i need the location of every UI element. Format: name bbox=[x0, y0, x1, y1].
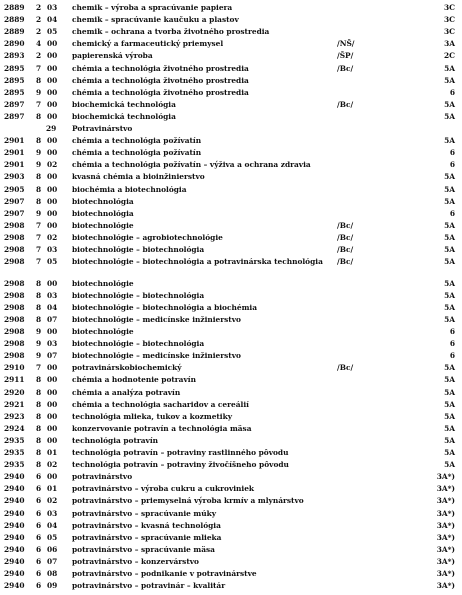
note-cell: /Bc/ bbox=[337, 232, 354, 242]
field-name-cell: biotechnológie – biotechnológia a potravinárska technológia bbox=[72, 257, 323, 267]
level-cell: 9 bbox=[36, 160, 42, 170]
subcode-cell: 01 bbox=[47, 448, 58, 457]
level-cell: 9 bbox=[36, 339, 42, 349]
level-cell: 9 bbox=[36, 208, 42, 218]
field-name-cell: biotechnológie – biotechnológia bbox=[72, 290, 205, 300]
code-cell: 2908 bbox=[4, 351, 25, 361]
subcode-cell: 00 bbox=[47, 63, 58, 73]
code-row bbox=[0, 147, 462, 159]
field-name-cell: biochémia a biotechnológia bbox=[72, 184, 187, 194]
field-name-cell: biochemická technológia bbox=[72, 99, 176, 109]
note-cell: /Bc/ bbox=[337, 363, 354, 373]
code-cell: 2903 bbox=[4, 172, 25, 182]
subcode-cell: 00 bbox=[47, 111, 58, 121]
subcode-cell: 00 bbox=[47, 136, 58, 146]
grade-cell: 6 bbox=[449, 327, 455, 336]
field-name-cell: technológia potravín – potraviny rastlinného pôvodu bbox=[72, 448, 289, 457]
field-name-cell: technológia potravín bbox=[72, 435, 159, 445]
subcode-cell: 00 bbox=[47, 278, 58, 288]
grade-cell: 5A bbox=[444, 245, 455, 254]
level-cell: 2 bbox=[36, 27, 42, 37]
level-cell: 9 bbox=[36, 351, 42, 361]
grade-cell: 5A bbox=[444, 399, 455, 409]
subcode-cell: 00 bbox=[47, 472, 58, 482]
code-row bbox=[0, 87, 462, 99]
grade-cell: 6 bbox=[449, 339, 455, 349]
field-name-cell: potravinárstvo – spracúvanie múky bbox=[72, 508, 217, 518]
subcode-cell: 00 bbox=[47, 51, 58, 61]
level-cell: 6 bbox=[36, 569, 42, 578]
code-cell: 2908 bbox=[4, 232, 25, 242]
subcode-cell: 04 bbox=[47, 302, 58, 312]
subcode-cell: 00 bbox=[47, 399, 58, 409]
grade-cell: 5A bbox=[444, 63, 455, 73]
field-name-cell: chemik – výroba a spracúvanie papiera bbox=[72, 3, 233, 12]
subcode-cell: 04 bbox=[47, 15, 58, 25]
subcode-cell: 00 bbox=[47, 148, 58, 158]
code-row bbox=[0, 399, 462, 411]
note-cell: /ŠP/ bbox=[337, 51, 354, 61]
level-cell: 8 bbox=[36, 184, 42, 194]
code-row bbox=[0, 26, 462, 38]
code-cell: 2893 bbox=[4, 51, 25, 61]
grade-cell: 5A bbox=[444, 375, 455, 385]
code-cell: 2907 bbox=[4, 196, 25, 206]
field-name-cell: chemický a farmaceutický priemysel bbox=[72, 39, 224, 49]
level-cell: 7 bbox=[36, 63, 42, 73]
grade-cell: 3A*) bbox=[436, 508, 455, 518]
code-row bbox=[0, 302, 462, 314]
field-name-cell: biochemická technológia bbox=[72, 111, 176, 121]
level-cell: 7 bbox=[36, 220, 42, 230]
grade-cell: 3C bbox=[443, 3, 455, 12]
code-cell: 2935 bbox=[4, 435, 25, 445]
grade-cell: 5A bbox=[444, 75, 455, 85]
code-cell: 2907 bbox=[4, 208, 25, 218]
grade-cell: 3C bbox=[443, 15, 455, 25]
subcode-cell: 02 bbox=[47, 460, 58, 470]
field-name-cell: chemik – ochrana a tvorba životného prostredia bbox=[72, 27, 270, 37]
field-name-cell: chémia a hodnotenie potravín bbox=[72, 375, 196, 385]
field-name-cell: chémia a technológia požívatín bbox=[72, 148, 202, 158]
section-title: Potravinárstvo bbox=[72, 124, 133, 133]
level-cell: 8 bbox=[36, 278, 42, 288]
code-row bbox=[0, 483, 462, 495]
field-name-cell: biotechnológie bbox=[72, 278, 134, 288]
field-name-cell: biotechnológie – medicínske inžinierstvo bbox=[72, 351, 241, 361]
grade-cell: 5A bbox=[444, 257, 455, 267]
grade-cell: 3A*) bbox=[436, 472, 455, 482]
code-cell: 2923 bbox=[4, 411, 25, 421]
field-name-cell: potravinárstvo – výroba cukru a cukroviniek bbox=[72, 484, 255, 494]
code-cell: 2908 bbox=[4, 314, 25, 324]
grade-cell: 3A*) bbox=[436, 532, 455, 542]
field-name-cell: kvasná chémia a bioinžinierstvo bbox=[72, 172, 205, 182]
level-cell: 7 bbox=[36, 257, 42, 267]
code-cell: 2921 bbox=[4, 399, 25, 409]
field-name-cell: biotechnológia bbox=[72, 196, 134, 206]
grade-cell: 6 bbox=[449, 87, 455, 97]
code-cell: 2901 bbox=[4, 160, 25, 170]
grade-cell: 5A bbox=[444, 136, 455, 146]
field-name-cell: potravinárstvo – podnikanie v potravinárstve bbox=[72, 569, 257, 578]
subcode-cell: 03 bbox=[47, 245, 58, 254]
subcode-cell: 00 bbox=[47, 99, 58, 109]
code-cell: 2897 bbox=[4, 99, 25, 109]
grade-cell: 5A bbox=[444, 460, 455, 470]
field-name-cell: chémia a technológia požívatín bbox=[72, 136, 202, 146]
code-cell: 2911 bbox=[4, 375, 25, 385]
grade-cell: 6 bbox=[449, 160, 455, 170]
grade-cell: 3A*) bbox=[436, 496, 455, 506]
field-name-cell: technológia mlieka, tukov a kozmetiky bbox=[72, 411, 233, 421]
grade-cell: 5A bbox=[444, 363, 455, 373]
field-name-cell: biotechnológia bbox=[72, 208, 134, 218]
field-name-cell: chémia a technológia životného prostredia bbox=[72, 63, 249, 73]
subcode-cell: 07 bbox=[47, 351, 58, 361]
level-cell: 6 bbox=[36, 544, 42, 554]
code-row bbox=[0, 135, 462, 147]
grade-cell: 3A*) bbox=[436, 569, 455, 578]
subcode-cell: 00 bbox=[47, 75, 58, 85]
code-row bbox=[0, 159, 462, 171]
code-row bbox=[0, 520, 462, 532]
subcode-cell: 05 bbox=[47, 257, 58, 267]
code-cell: 2901 bbox=[4, 136, 25, 146]
field-name-cell: chémia a technológia požívatín – výživa a ochrana zdravia bbox=[72, 160, 311, 170]
subcode-cell: 03 bbox=[47, 3, 58, 12]
subcode-cell: 07 bbox=[47, 556, 58, 566]
code-row bbox=[0, 232, 462, 244]
field-name-cell: biotechnológie bbox=[72, 327, 134, 336]
code-cell: 2901 bbox=[4, 148, 25, 158]
level-cell: 8 bbox=[36, 136, 42, 146]
field-name-cell: potravinárstvo – potravinár – kvalitár bbox=[72, 581, 226, 591]
code-row bbox=[0, 256, 462, 278]
level-cell: 7 bbox=[36, 232, 42, 242]
code-cell: 2940 bbox=[4, 496, 25, 506]
subcode-cell: 00 bbox=[47, 172, 58, 182]
grade-cell: 6 bbox=[449, 148, 455, 158]
field-name-cell: potravinárstvo – spracúvanie mlieka bbox=[72, 532, 222, 542]
grade-cell: 5A bbox=[444, 184, 455, 194]
code-row bbox=[0, 350, 462, 362]
grade-cell: 3C bbox=[443, 27, 455, 37]
code-cell: 2897 bbox=[4, 111, 25, 121]
grade-cell: 5A bbox=[444, 448, 455, 457]
grade-cell: 5A bbox=[444, 435, 455, 445]
code-cell: 2889 bbox=[4, 3, 25, 12]
level-cell: 8 bbox=[36, 290, 42, 300]
code-row bbox=[0, 278, 462, 290]
code-cell: 2908 bbox=[4, 257, 25, 267]
subcode-cell: 00 bbox=[47, 196, 58, 206]
field-name-cell: chémia a technológia životného prostredia bbox=[72, 87, 249, 97]
note-cell: /Bc/ bbox=[337, 245, 354, 254]
code-cell: 2940 bbox=[4, 508, 25, 518]
field-name-cell: potravinárstvo – kvasná technológia bbox=[72, 520, 221, 530]
grade-cell: 5A bbox=[444, 278, 455, 288]
code-row bbox=[0, 447, 462, 459]
code-row bbox=[0, 196, 462, 208]
code-cell: 2908 bbox=[4, 245, 25, 254]
code-cell: 2908 bbox=[4, 339, 25, 349]
subcode-cell: 00 bbox=[47, 375, 58, 385]
code-row bbox=[0, 556, 462, 568]
subcode-cell: 04 bbox=[47, 520, 58, 530]
subcode-cell: 06 bbox=[47, 544, 58, 554]
code-cell: 2940 bbox=[4, 520, 25, 530]
level-cell: 8 bbox=[36, 314, 42, 324]
code-cell: 2940 bbox=[4, 556, 25, 566]
code-cell: 2935 bbox=[4, 460, 25, 470]
level-cell: 8 bbox=[36, 411, 42, 421]
grade-cell: 3A*) bbox=[436, 581, 455, 591]
code-cell: 2940 bbox=[4, 569, 25, 578]
subcode-cell: 00 bbox=[47, 184, 58, 194]
subcode-cell: 00 bbox=[47, 435, 58, 445]
field-name-cell: potravinárstvo – konzervárstvo bbox=[72, 556, 199, 566]
level-cell: 8 bbox=[36, 111, 42, 121]
field-name-cell: biotechnológie – biotechnológia bbox=[72, 339, 205, 349]
level-cell: 8 bbox=[36, 387, 42, 397]
grade-cell: 5A bbox=[444, 423, 455, 433]
field-name-cell: potravinárstvo – priemyselná výroba krmív a mlynárstvo bbox=[72, 496, 304, 506]
code-row bbox=[0, 374, 462, 386]
subcode-cell: 00 bbox=[47, 208, 58, 218]
subcode-cell: 00 bbox=[47, 387, 58, 397]
grade-cell: 3A*) bbox=[436, 556, 455, 566]
subcode-cell: 00 bbox=[47, 327, 58, 336]
field-name-cell: biotechnológie – biotechnológia bbox=[72, 245, 205, 254]
note-cell: /Bc/ bbox=[337, 63, 354, 73]
code-cell: 2908 bbox=[4, 278, 25, 288]
code-row bbox=[0, 544, 462, 556]
field-name-cell: chémia a technológia sacharidov a cereálií bbox=[72, 399, 249, 409]
code-cell: 2940 bbox=[4, 532, 25, 542]
code-row bbox=[0, 75, 462, 87]
code-row bbox=[0, 495, 462, 507]
level-cell: 8 bbox=[36, 423, 42, 433]
level-cell: 8 bbox=[36, 75, 42, 85]
field-name-cell: potravinárstvo bbox=[72, 472, 133, 482]
level-cell: 8 bbox=[36, 435, 42, 445]
code-cell: 2908 bbox=[4, 327, 25, 336]
level-cell: 6 bbox=[36, 472, 42, 482]
level-cell: 2 bbox=[36, 15, 42, 25]
code-cell: 2889 bbox=[4, 15, 25, 25]
field-name-cell: biotechnológie – biotechnológia a biochémia bbox=[72, 302, 257, 312]
level-cell: 6 bbox=[36, 532, 42, 542]
code-cell: 2920 bbox=[4, 387, 25, 397]
grade-cell: 5A bbox=[444, 99, 455, 109]
note-cell: /Bc/ bbox=[337, 257, 354, 267]
level-cell: 8 bbox=[36, 302, 42, 312]
grade-cell: 6 bbox=[449, 208, 455, 218]
field-name-cell: chémia a analýza potravín bbox=[72, 387, 181, 397]
code-cell: 2940 bbox=[4, 581, 25, 591]
code-cell: 2940 bbox=[4, 544, 25, 554]
code-cell: 2895 bbox=[4, 75, 25, 85]
level-cell: 2 bbox=[36, 3, 42, 12]
code-cell: 2895 bbox=[4, 63, 25, 73]
level-cell: 8 bbox=[36, 399, 42, 409]
level-cell: 2 bbox=[36, 51, 42, 61]
grade-cell: 2C bbox=[443, 51, 455, 61]
field-name-cell: potravinárskobiochemický bbox=[72, 363, 182, 373]
code-cell: 2940 bbox=[4, 472, 25, 482]
subcode-cell: 03 bbox=[47, 508, 58, 518]
code-row bbox=[0, 220, 462, 232]
code-row bbox=[0, 411, 462, 423]
subcode-cell: 00 bbox=[47, 87, 58, 97]
code-row bbox=[0, 568, 462, 580]
code-row bbox=[0, 532, 462, 544]
code-row bbox=[0, 314, 462, 326]
code-row bbox=[0, 362, 462, 374]
code-row bbox=[0, 244, 462, 256]
code-row bbox=[0, 38, 462, 50]
note-cell: /Bc/ bbox=[337, 99, 354, 109]
code-row bbox=[0, 423, 462, 435]
subcode-cell: 00 bbox=[47, 423, 58, 433]
grade-cell: 3A bbox=[444, 39, 455, 49]
code-cell: 2908 bbox=[4, 220, 25, 230]
code-row bbox=[0, 99, 462, 111]
field-name-cell: chemik – spracúvanie kaučuku a plastov bbox=[72, 15, 239, 25]
level-cell: 6 bbox=[36, 520, 42, 530]
grade-cell: 5A bbox=[444, 387, 455, 397]
subcode-cell: 00 bbox=[47, 39, 58, 49]
field-name-cell: konzervovanie potravín a technológia mäsa bbox=[72, 423, 252, 433]
code-cell: 2910 bbox=[4, 363, 25, 373]
code-row bbox=[0, 290, 462, 302]
level-cell: 8 bbox=[36, 448, 42, 457]
code-cell: 2908 bbox=[4, 302, 25, 312]
code-cell: 2889 bbox=[4, 27, 25, 37]
level-cell: 8 bbox=[36, 172, 42, 182]
code-row bbox=[0, 471, 462, 483]
grade-cell: 3A*) bbox=[436, 544, 455, 554]
grade-cell: 5A bbox=[444, 290, 455, 300]
subcode-cell: 09 bbox=[47, 581, 58, 591]
code-row bbox=[0, 171, 462, 183]
code-cell: 2895 bbox=[4, 87, 25, 97]
level-cell: 7 bbox=[36, 245, 42, 254]
code-row bbox=[0, 326, 462, 338]
subcode-cell: 08 bbox=[47, 569, 58, 578]
level-cell: 7 bbox=[36, 99, 42, 109]
grade-cell: 5A bbox=[444, 314, 455, 324]
level-cell: 6 bbox=[36, 556, 42, 566]
code-cell: 2905 bbox=[4, 184, 25, 194]
level-cell: 4 bbox=[36, 39, 42, 49]
code-row bbox=[0, 459, 462, 471]
level-cell: 6 bbox=[36, 484, 42, 494]
code-row bbox=[0, 508, 462, 520]
field-name-cell: biotechnológie – agrobiotechnológie bbox=[72, 232, 223, 242]
code-row bbox=[0, 208, 462, 220]
field-name-cell: papierenská výroba bbox=[72, 51, 153, 61]
grade-cell: 5A bbox=[444, 111, 455, 121]
grade-cell: 5A bbox=[444, 172, 455, 182]
subcode-cell: 07 bbox=[47, 314, 58, 324]
level-cell: 7 bbox=[36, 363, 42, 373]
note-cell: /NŠ/ bbox=[337, 39, 355, 49]
code-row bbox=[0, 14, 462, 26]
code-row bbox=[0, 184, 462, 196]
subcode-cell: 01 bbox=[47, 484, 58, 494]
field-name-cell: potravinárstvo – spracúvanie mäsa bbox=[72, 544, 215, 554]
field-name-cell: chémia a technológia životného prostredia bbox=[72, 75, 249, 85]
subcode-cell: 00 bbox=[47, 363, 58, 373]
section-heading-row bbox=[0, 123, 462, 135]
grade-cell: 6 bbox=[449, 351, 455, 361]
subcode-cell: 00 bbox=[47, 220, 58, 230]
subcode-cell: 03 bbox=[47, 339, 58, 349]
subcode-cell: 05 bbox=[47, 532, 58, 542]
code-row bbox=[0, 435, 462, 447]
code-cell: 2935 bbox=[4, 448, 25, 457]
code-row bbox=[0, 63, 462, 75]
level-cell: 6 bbox=[36, 581, 42, 591]
code-cell: 2908 bbox=[4, 290, 25, 300]
code-row bbox=[0, 2, 462, 14]
grade-cell: 5A bbox=[444, 220, 455, 230]
subcode-cell: 03 bbox=[47, 290, 58, 300]
level-cell: 9 bbox=[36, 327, 42, 336]
subcode-cell: 05 bbox=[47, 27, 58, 37]
code-row bbox=[0, 387, 462, 399]
level-cell: 8 bbox=[36, 196, 42, 206]
grade-cell: 3A*) bbox=[436, 484, 455, 494]
section-number: 29 bbox=[46, 124, 57, 133]
level-cell: 9 bbox=[36, 87, 42, 97]
subcode-cell: 02 bbox=[47, 160, 58, 170]
subcode-cell: 02 bbox=[47, 496, 58, 506]
field-name-cell: biotechnológie – medicínske inžinierstvo bbox=[72, 314, 241, 324]
level-cell: 6 bbox=[36, 496, 42, 506]
code-cell: 2890 bbox=[4, 39, 25, 49]
code-row bbox=[0, 111, 462, 123]
code-row bbox=[0, 580, 462, 592]
grade-cell: 5A bbox=[444, 302, 455, 312]
field-name-cell: technológia potravín – potraviny živočíšneho pôvodu bbox=[72, 460, 289, 470]
code-cell: 2924 bbox=[4, 423, 25, 433]
level-cell: 6 bbox=[36, 508, 42, 518]
level-cell: 9 bbox=[36, 148, 42, 158]
level-cell: 8 bbox=[36, 460, 42, 470]
code-row bbox=[0, 50, 462, 62]
code-cell: 2940 bbox=[4, 484, 25, 494]
code-row bbox=[0, 338, 462, 350]
grade-cell: 5A bbox=[444, 196, 455, 206]
grade-cell: 3A*) bbox=[436, 520, 455, 530]
grade-cell: 5A bbox=[444, 411, 455, 421]
subcode-cell: 02 bbox=[47, 232, 58, 242]
level-cell: 8 bbox=[36, 375, 42, 385]
subcode-cell: 00 bbox=[47, 411, 58, 421]
field-name-cell: biotechnológie bbox=[72, 220, 134, 230]
note-cell: /Bc/ bbox=[337, 220, 354, 230]
grade-cell: 5A bbox=[444, 232, 455, 242]
